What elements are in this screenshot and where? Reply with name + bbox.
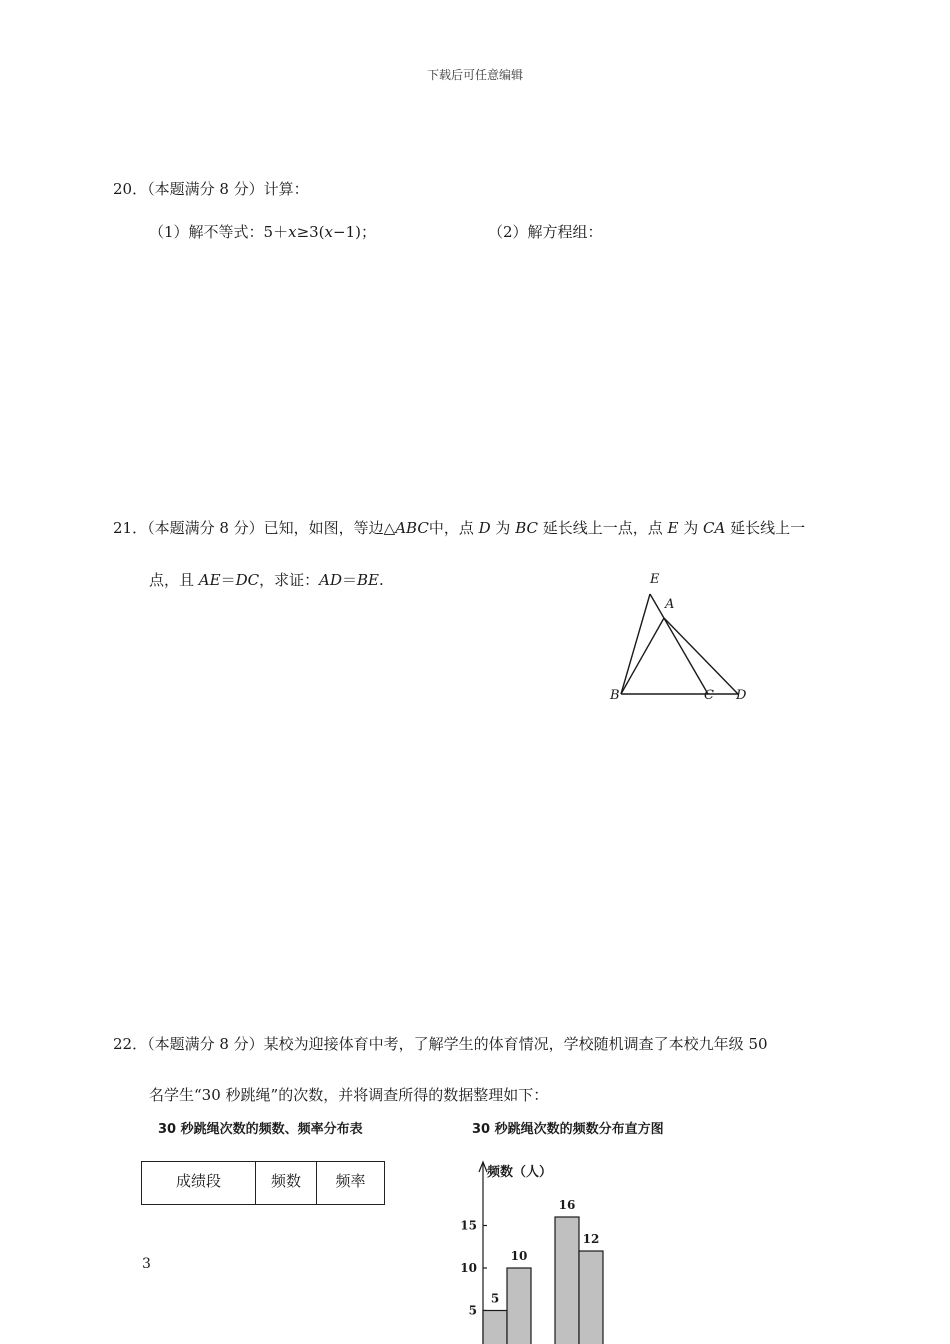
histogram-chart — [440, 1150, 640, 1344]
y-tick-label: 10 — [460, 1261, 477, 1275]
y-tick-label: 5 — [468, 1303, 477, 1318]
q21-line1: 21．（本题满分 8 分）已知，如图，等边△ABC中，点 D 为 BC 延长线上一点，点 E 为 CA 延长线上一 — [113, 519, 806, 537]
table-caption: 30 秒跳绳次数的频数、频率分布表 — [158, 1122, 363, 1137]
label-b: B — [610, 688, 620, 703]
segment-ba — [621, 618, 664, 694]
table-header-row — [142, 1162, 385, 1205]
q20-part2: （2）解方程组： — [488, 223, 603, 241]
q20-title: 20．（本题满分 8 分）计算： — [113, 180, 309, 198]
histogram-bar — [555, 1217, 579, 1344]
frequency-table — [141, 1161, 385, 1205]
q22-line2: 名学生“30 秒跳绳”的次数，并将调查所得的数据整理如下： — [149, 1086, 549, 1104]
histogram-bar — [579, 1251, 603, 1344]
bar-value-label: 16 — [558, 1198, 576, 1212]
histogram-bar — [507, 1268, 531, 1344]
bar-value-label: 10 — [510, 1249, 528, 1263]
header-cell-rate: 频率 — [317, 1162, 385, 1205]
label-e: E — [650, 572, 660, 587]
segment-be — [621, 594, 650, 694]
y-tick-label: 15 — [460, 1218, 477, 1233]
histogram-bar — [483, 1311, 507, 1344]
q20-part1: （1）解不等式：5＋x≥3(x−1)； — [149, 223, 376, 241]
label-a: A — [665, 597, 675, 612]
header-cell-frequency: 频数 — [256, 1162, 317, 1205]
y-axis-title: 频数（人） — [487, 1165, 553, 1180]
header-cell-score-range: 成绩段 — [142, 1162, 256, 1205]
bar-value-label: 12 — [582, 1232, 600, 1246]
q21-line2: 点，且 AE＝DC，求证：AD＝BE. — [149, 571, 384, 589]
page-header: 下载后可任意编辑 — [426, 68, 523, 82]
q22-line1: 22．（本题满分 8 分）某校为迎接体育中考，了解学生的体育情况，学校随机调查了本校九年级 50 — [113, 1035, 768, 1053]
label-c: C — [704, 688, 714, 703]
bar-value-label: 5 — [490, 1291, 500, 1306]
page-number: 3 — [142, 1256, 151, 1272]
triangle-figure — [600, 565, 760, 710]
chart-caption: 30 秒跳绳次数的频数分布直方图 — [472, 1122, 664, 1137]
segment-ec — [650, 594, 708, 694]
label-d: D — [736, 688, 747, 703]
